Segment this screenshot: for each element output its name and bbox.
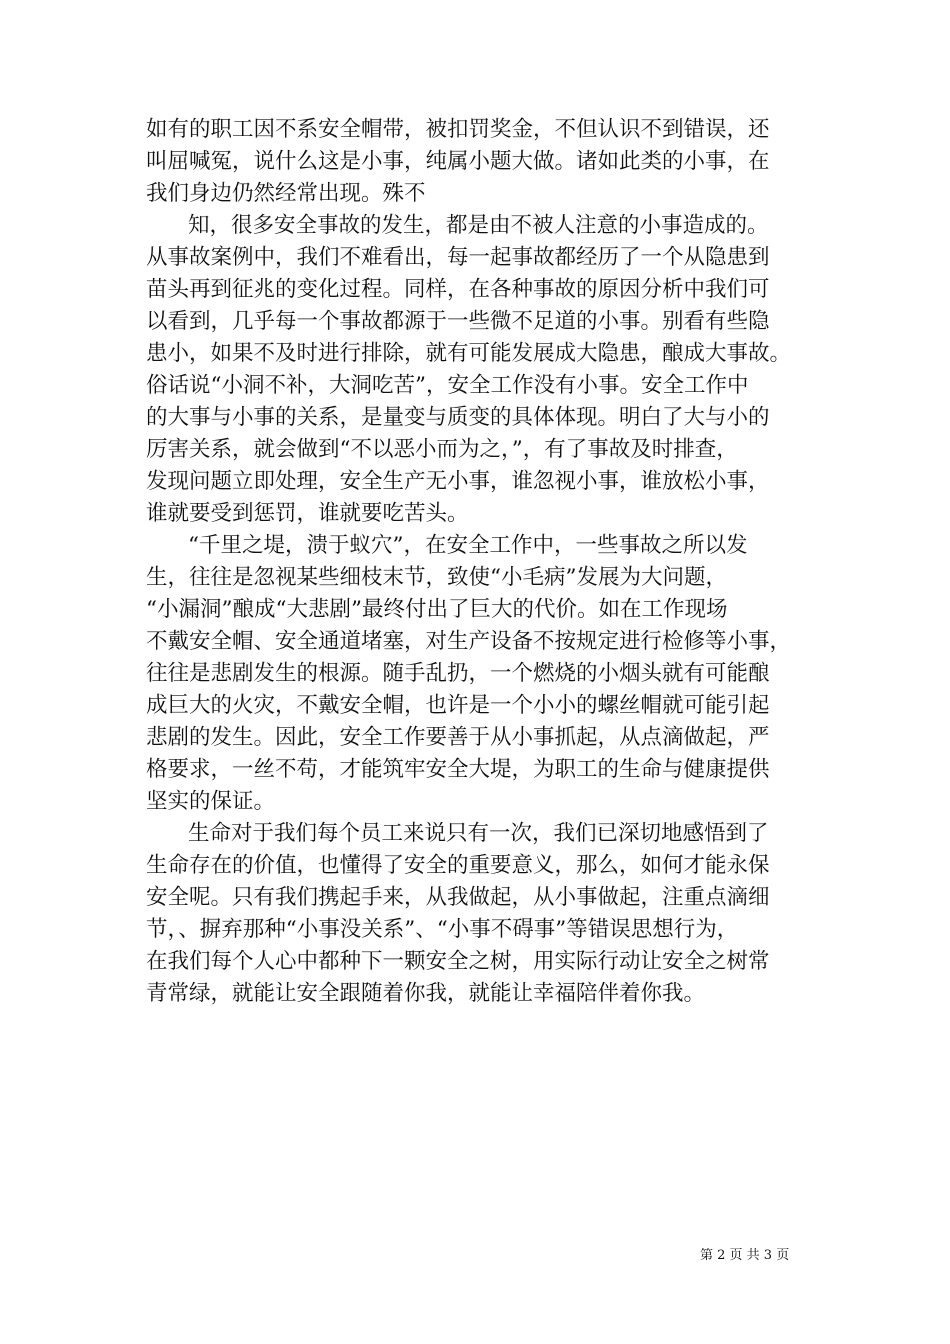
paragraph-start-line: 生命对于我们每个员工来说只有一次，我们已深切地感悟到了	[188, 821, 769, 846]
text-line: 格要求，一丝不苟，才能筑牢安全大堤，为职工的生命与健康提供	[146, 757, 770, 782]
text-line: 坚实的保证。	[146, 789, 276, 814]
text-line: 生命存在的价值，也懂得了安全的重要意义，那么，如何才能永保	[146, 853, 770, 878]
text-line: 叫屈喊冤，说什么这是小事，纯属小题大做。诸如此类的小事，在	[146, 149, 770, 174]
text-line: 如有的职工因不系安全帽带，被扣罚奖金，不但认识不到错误，还	[146, 117, 770, 142]
text-line: “小漏洞”酿成“大悲剧”最终付出了巨大的代价。如在工作现场	[146, 597, 728, 622]
paragraph-start-line: 知，很多安全事故的发生，都是由不被人注意的小事造成的。	[188, 213, 769, 238]
text-line: 厉害关系，就会做到“不以恶小而为之，”，有了事故及时排查，	[146, 437, 738, 462]
text-line: 在我们每个人心中都种下一颗安全之树，用实际行动让安全之树常	[146, 949, 770, 974]
text-line: 青常绿，就能让安全跟随着你我，就能让幸福陪伴着你我。	[146, 981, 706, 1006]
text-line: 安全呢。只有我们携起手来，从我做起，从小事做起，注重点滴细	[146, 885, 770, 910]
text-line: 患小，如果不及时进行排除，就有可能发展成大隐患，酿成大事故。	[146, 341, 792, 366]
text-line: 节，、摒弃那种“小事没关系”、“小事不碍事”等错误思想行为，	[146, 917, 739, 942]
text-line: 俗话说“小洞不补，大洞吃苦”，安全工作没有小事。安全工作中	[146, 373, 749, 398]
text-line: 悲剧的发生。因此，安全工作要善于从小事抓起，从点滴做起，严	[146, 725, 770, 750]
text-line: 的大事与小事的关系，是量变与质变的具体体现。明白了大与小的	[146, 405, 770, 430]
text-line: 发现问题立即处理，安全生产无小事，谁忽视小事，谁放松小事，	[146, 469, 770, 494]
paragraph-start-line: “千里之堤，溃于蚁穴”，在安全工作中，一些事故之所以发	[188, 533, 748, 558]
text-line: 以看到，几乎每一个事故都源于一些微不足道的小事。别看有些隐	[146, 309, 770, 334]
text-line: 从事故案例中，我们不难看出，每一起事故都经历了一个从隐患到	[146, 245, 770, 270]
text-line: 苗头再到征兆的变化过程。同样，在各种事故的原因分析中我们可	[146, 277, 770, 302]
page-number-footer: 第 2 页 共 3 页	[700, 1248, 790, 1263]
text-line: 往往是悲剧发生的根源。随手乱扔，一个燃烧的小烟头就有可能酿	[146, 661, 770, 686]
text-line: 我们身边仍然经常出现。殊不	[146, 181, 426, 206]
text-line: 谁就要受到惩罚，谁就要吃苦头。	[146, 501, 469, 526]
text-line: 不戴安全帽、安全通道堵塞，对生产设备不按规定进行检修等小事，	[146, 629, 792, 654]
text-line: 生，往往是忽视某些细枝末节，致使“小毛病”发展为大问题，	[146, 565, 727, 590]
text-line: 成巨大的火灾，不戴安全帽，也许是一个小小的螺丝帽就可能引起	[146, 693, 770, 718]
